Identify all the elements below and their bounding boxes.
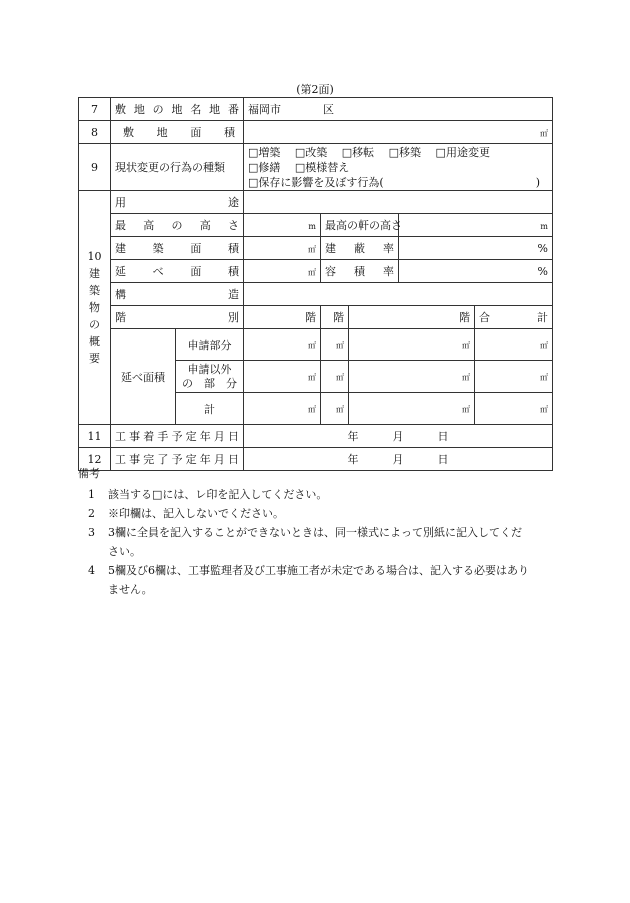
max-height-field[interactable]: m <box>244 214 321 237</box>
label-total: 合 計 <box>475 306 553 329</box>
floor-2-field[interactable]: 階 <box>321 306 349 329</box>
checkbox-line-2[interactable]: □修繕 □模様替え <box>248 160 350 174</box>
floor-1-field[interactable]: 階 <box>244 306 321 329</box>
label-completion-date: 工 事 完 了 予 定 年 月 日 <box>111 448 244 471</box>
label-land-area: 敷 地 面 積 <box>111 121 244 144</box>
row-number: 7 <box>79 98 111 121</box>
notes-heading: 備考 <box>78 467 100 480</box>
row-number: 11 <box>79 425 111 448</box>
completion-date-field[interactable]: 年 月 日 <box>244 448 553 471</box>
applied-floor-1[interactable]: ㎡ <box>244 329 321 361</box>
label-structure: 構 造 <box>111 283 244 306</box>
coverage-field[interactable]: % <box>399 237 553 260</box>
label-floor-area-breakdown: 延べ面積 <box>111 329 176 425</box>
structure-field[interactable] <box>244 283 553 306</box>
page-number: (第2面) <box>296 83 334 96</box>
application-form-table <box>78 97 553 471</box>
row-structure <box>79 283 553 306</box>
label-building-area: 建 築 面 積 <box>111 237 244 260</box>
row-alteration-type <box>79 144 553 191</box>
other-floor-3[interactable]: ㎡ <box>349 361 475 393</box>
note-item: 4 5欄及び6欄は、工事監理者及び工事施工者が未定である場合は、記入する必要はあり <box>88 564 529 577</box>
eave-height-field[interactable]: m <box>399 214 553 237</box>
label-eave-height: 最 高 の 軒 の 高 さ <box>321 214 399 237</box>
label-far: 容 積 率 <box>321 260 399 283</box>
note-item: 1 該当する□には、レ印を記入してください。 <box>88 488 328 501</box>
notes-section <box>78 464 552 599</box>
other-total[interactable]: ㎡ <box>475 361 553 393</box>
label-alteration-type: 現状変更の行為の種類 <box>111 144 244 191</box>
row-building-area <box>79 237 553 260</box>
note-item: 2 ※印欄は、記入しないでください。 <box>88 507 284 520</box>
row-floor-area <box>79 260 553 283</box>
sum-floor-1[interactable]: ㎡ <box>244 393 321 425</box>
label-applied-part: 申請部分 <box>176 329 244 361</box>
row-land-address <box>79 98 553 121</box>
row-heights <box>79 214 553 237</box>
sum-total[interactable]: ㎡ <box>475 393 553 425</box>
other-floor-2[interactable]: ㎡ <box>321 361 349 393</box>
note-item-continuation: ません。 <box>108 583 153 596</box>
label-total-floor-area: 延 べ 面 積 <box>111 260 244 283</box>
label-use: 用 途 <box>111 191 244 214</box>
start-date-field[interactable]: 年 月 日 <box>244 425 553 448</box>
checkbox-line-3[interactable]: □保存に影響を及ぼす行為( ) <box>248 175 540 189</box>
sum-floor-3[interactable]: ㎡ <box>349 393 475 425</box>
building-area-field[interactable]: ㎡ <box>244 237 321 260</box>
row-number: 12 <box>79 448 111 471</box>
label-start-date: 工 事 着 手 予 定 年 月 日 <box>111 425 244 448</box>
applied-floor-3[interactable]: ㎡ <box>349 329 475 361</box>
row-start-date <box>79 425 553 448</box>
other-floor-1[interactable]: ㎡ <box>244 361 321 393</box>
note-item: 3 3欄に全員を記入することができないときは、同一様式によって別紙に記入してくだ <box>88 526 522 539</box>
label-sum: 計 <box>176 393 244 425</box>
row-applied-part <box>79 329 553 361</box>
city-text: 福岡市 <box>248 103 281 116</box>
row-land-area <box>79 121 553 144</box>
far-field[interactable]: % <box>399 260 553 283</box>
row-number: 8 <box>79 121 111 144</box>
row-number: 9 <box>79 144 111 191</box>
row-building-use <box>79 191 553 214</box>
label-coverage: 建 蔽 率 <box>321 237 399 260</box>
checkbox-line-1[interactable]: □増築 □改築 □移転 □移築 □用途変更 <box>248 145 490 159</box>
note-item-continuation: さい。 <box>108 545 141 558</box>
ward-text: 区 <box>323 103 334 116</box>
label-other-part: 申請以外 の 部 分 <box>176 361 244 393</box>
row-floors-header <box>79 306 553 329</box>
applied-total[interactable]: ㎡ <box>475 329 553 361</box>
alteration-checkbox-group[interactable] <box>244 144 553 191</box>
sum-floor-2[interactable]: ㎡ <box>321 393 349 425</box>
label-land-address: 敷 地 の 地 名 地 番 <box>111 98 244 121</box>
floor-3-field[interactable]: 階 <box>349 306 475 329</box>
use-field[interactable] <box>244 191 553 214</box>
building-overview-label: 10 建 築 物 の 概 要 <box>79 191 111 425</box>
applied-floor-2[interactable]: ㎡ <box>321 329 349 361</box>
label-by-floor: 階 別 <box>111 306 244 329</box>
land-address-field[interactable] <box>244 98 553 121</box>
label-max-height: 最 高 の 高 さ <box>111 214 244 237</box>
total-floor-area-field[interactable]: ㎡ <box>244 260 321 283</box>
land-area-field[interactable]: ㎡ <box>244 121 553 144</box>
